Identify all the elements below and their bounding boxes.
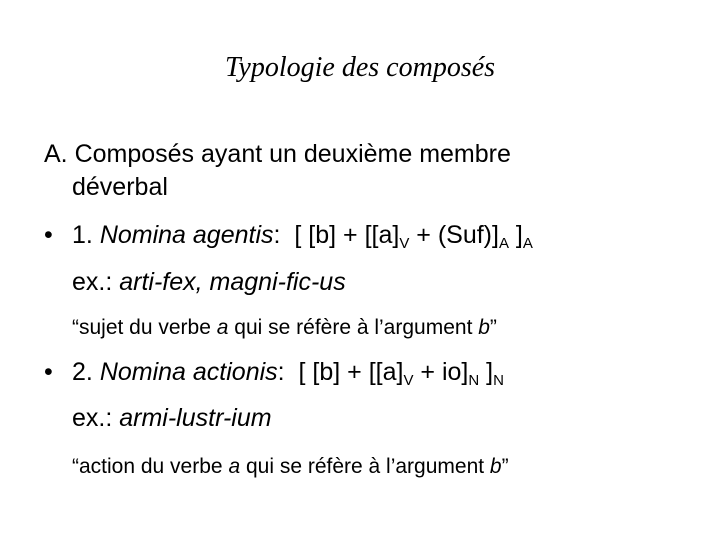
item-2-number: 2.: [72, 358, 93, 386]
bullet-icon: •: [44, 358, 53, 386]
section-a-heading-line-2: [72, 172, 168, 202]
bullet-icon: •: [44, 221, 53, 249]
item-1-example-label: ex.:: [72, 268, 113, 296]
gloss-variable: b: [489, 455, 502, 478]
item-1-formula: [294, 221, 533, 252]
section-a-heading-line-1: [44, 139, 511, 169]
gloss-variable: b: [478, 316, 490, 339]
gloss-text: ”: [501, 455, 509, 478]
gloss-variable: a: [228, 455, 241, 478]
formula-subscript: V: [403, 372, 414, 389]
formula-part: ]: [479, 358, 494, 386]
item-2-example-label: ex.:: [72, 404, 113, 432]
item-1-term: Nomina agentis: [99, 221, 274, 249]
item-2-example-line: [72, 403, 272, 433]
item-1-example-line: [72, 267, 346, 297]
formula-part: [ [b] + [[a]: [294, 221, 400, 249]
formula-subscript: N: [493, 372, 504, 389]
item-2-colon: :: [277, 358, 285, 386]
gloss-variable: a: [216, 316, 229, 339]
item-2-formula: [298, 358, 504, 389]
gloss-text: qui se réfère à l’argument: [240, 455, 490, 478]
slide-title: Typologie des composés: [224, 52, 496, 83]
formula-part: + io]: [413, 358, 469, 386]
formula-subscript: A: [522, 235, 533, 252]
item-1-gloss: [72, 313, 497, 343]
formula-subscript: N: [468, 372, 480, 389]
item-2-term: Nomina actionis: [99, 358, 278, 386]
formula-subscript: A: [498, 235, 509, 252]
item-1-example: arti-fex, magni-fic-us: [119, 268, 346, 296]
gloss-text: “action du verbe: [72, 455, 229, 478]
item-2-line: [72, 357, 504, 387]
item-1-line: [72, 220, 533, 250]
formula-subscript: V: [399, 235, 410, 252]
item-1-colon: :: [273, 221, 281, 249]
formula-part: + (Suf)]: [409, 221, 499, 249]
section-a-heading-text: A. Composés ayant un deuxième membre: [44, 140, 511, 168]
item-2-example: armi-lustr-ium: [119, 404, 272, 432]
gloss-text: “sujet du verbe: [72, 316, 217, 339]
gloss-text: ”: [489, 316, 497, 339]
section-a-heading-continuation: déverbal: [72, 173, 168, 201]
gloss-text: qui se réfère à l’argument: [228, 316, 479, 339]
item-1-number: 1.: [72, 221, 93, 249]
item-2-gloss: [72, 452, 509, 482]
formula-part: [ [b] + [[a]: [298, 358, 404, 386]
formula-part: ]: [508, 221, 523, 249]
